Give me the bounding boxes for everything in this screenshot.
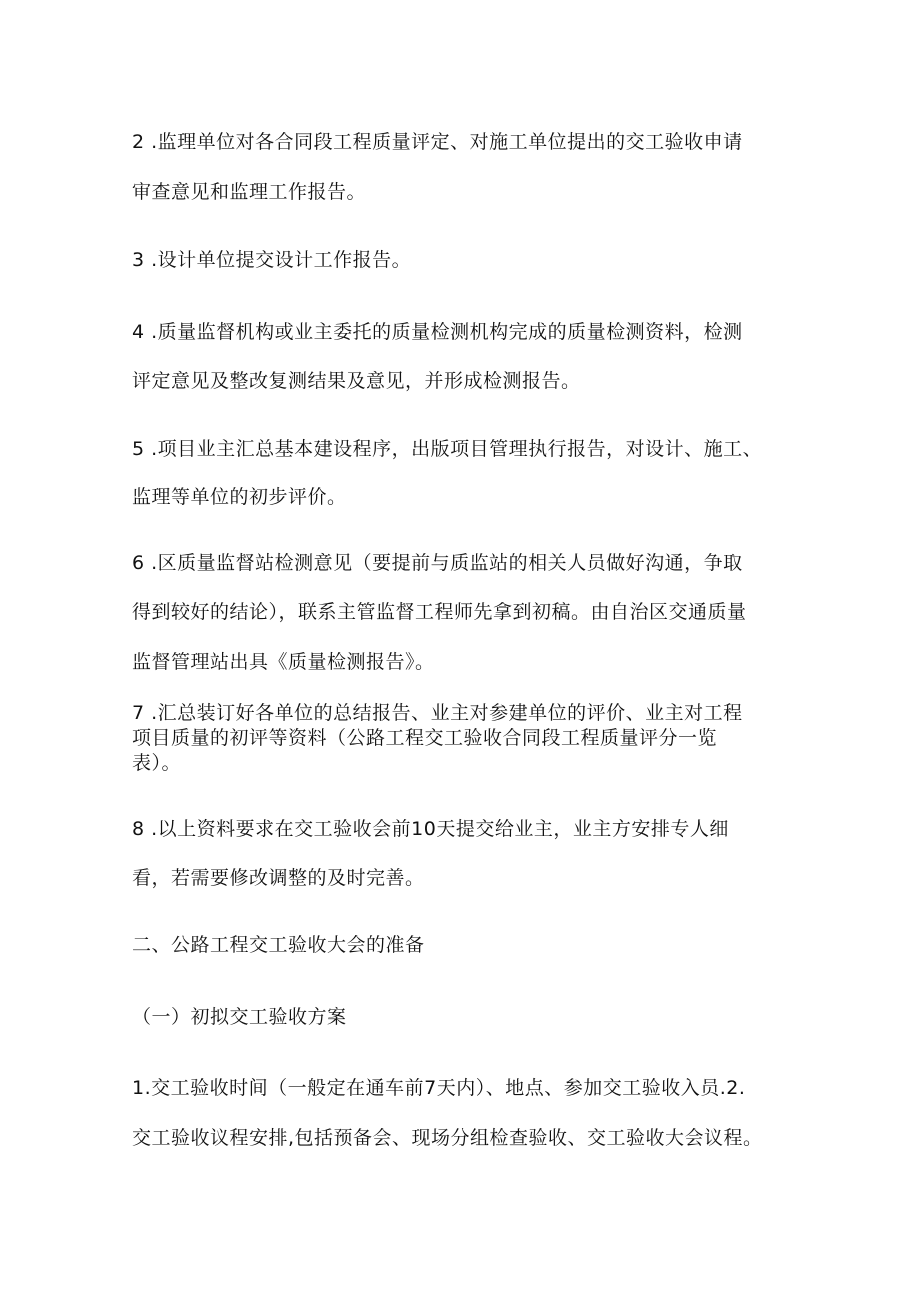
item-7-line-3: 表）。 xyxy=(132,752,182,774)
item-8-line-2: 看，若需要修改调整的及时完善。 xyxy=(132,867,425,889)
item-5-line-1: 5 .项目业主汇总基本建设程序，出版项目管理执行报告，对设计、施工、 xyxy=(132,438,763,460)
item-6-line-2: 得到较好的结论），联系主管监督工程师先拿到初稿。由自治区交通质量 xyxy=(132,601,747,623)
item-7-line-2: 项目质量的初评等资料（公路工程交工验收合同段工程质量评分一览 xyxy=(132,727,718,749)
item-2-line-2: 审查意见和监理工作报告。 xyxy=(132,181,367,203)
item-6-line-3: 监督管理站出具《质量检测报告》。 xyxy=(132,651,435,673)
section-heading-2: 二、公路工程交工验收大会的准备 xyxy=(132,934,425,956)
item-6-line-1: 6 .区质量监督站检测意见（要提前与质监站的相关人员做好沟通，争取 xyxy=(132,552,743,574)
subitem-1-line-2: 交工验收议程安排,包括预备会、现场分组检查验收、交工验收大会议程。 xyxy=(132,1127,763,1149)
item-4-line-1: 4 .质量监督机构或业主委托的质量检测机构完成的质量检测资料，检测 xyxy=(132,321,743,343)
item-3-line-1: 3 .设计单位提交设计工作报告。 xyxy=(132,249,412,271)
item-2-line-1: 2 .监理单位对各合同段工程质量评定、对施工单位提出的交工验收申请 xyxy=(132,131,743,153)
item-7-line-1: 7 .汇总装订好各单位的总结报告、业主对参建单位的评价、业主对工程 xyxy=(132,702,743,724)
item-4-line-2: 评定意见及整改复测结果及意见，并形成检测报告。 xyxy=(132,370,581,392)
item-5-line-2: 监理等单位的初步评价。 xyxy=(132,486,347,508)
item-8-line-1: 8 .以上资料要求在交工验收会前10天提交给业主，业主方安排专人细 xyxy=(132,818,729,840)
subitem-1-line-1: 1.交工验收时间（一般定在通车前7天内）、地点、参加交工验收入员.2. xyxy=(132,1077,746,1099)
subsection-heading-1: （一）初拟交工验收方案 xyxy=(132,1006,347,1028)
